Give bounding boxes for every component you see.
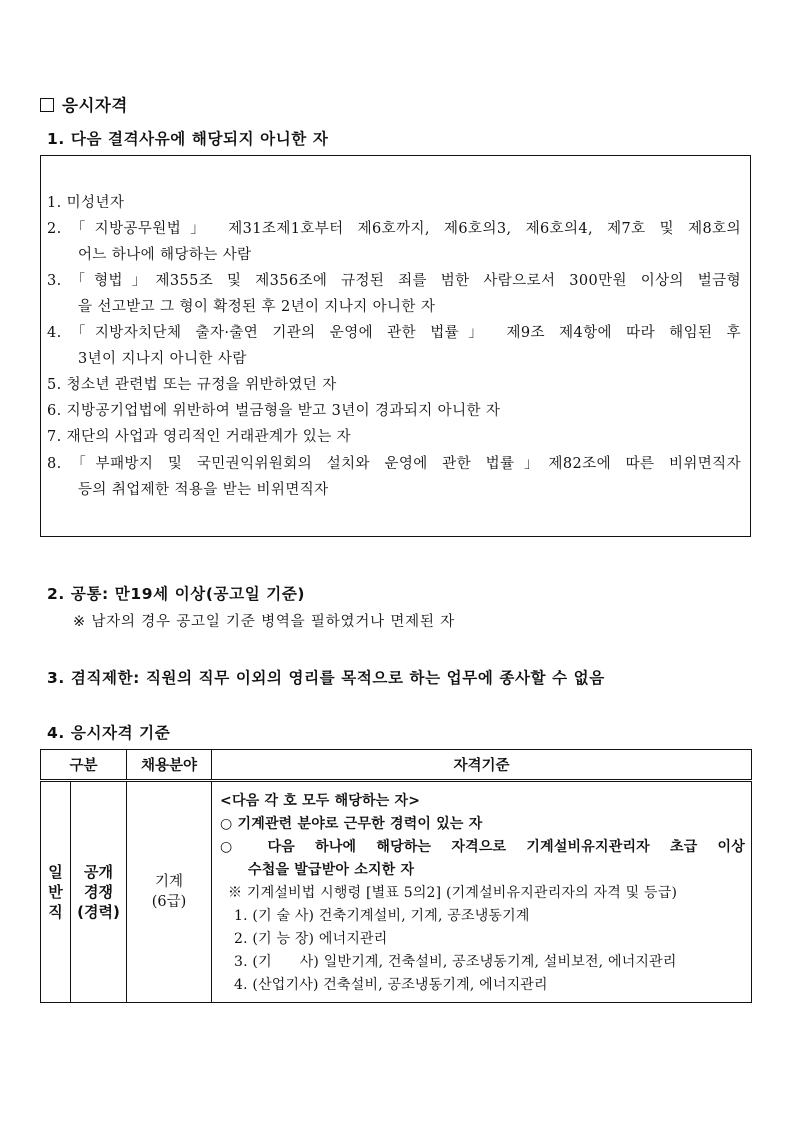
section-2-note: ※ 남자의 경우 공고일 기준 병역을 필하였거나 면제된 자: [73, 614, 455, 630]
header-field: 채용분야: [127, 750, 212, 781]
list-item: 8.「부패방지 및 국민권익위원회의 설치와 운영에 관한 법률」제82조에 따른 비위면직자: [47, 456, 741, 472]
page-title-text: 응시자격: [62, 96, 128, 115]
list-item-continuation: 어느 하나에 해당하는 사람: [78, 247, 252, 263]
category-cell: 일 반 직: [41, 781, 71, 1003]
list-item: 4.「지방자치단체 출자·출연 기관의 운영에 관한 법률」 제9조 제4항에 따라 해임된 후: [47, 325, 741, 341]
section-1-heading: 1. 다음 결격사유에 해당되지 아니한 자: [47, 130, 329, 148]
list-item: 3.「형법」제355조 및 제356조에 규정된 죄를 범한 사람으로서 300만원 이상의 벌금형: [47, 273, 741, 289]
criteria-item: ○ 다음 하나에 해당하는 자격으로 기계설비유지관리자 초급 이상: [220, 839, 745, 855]
disqualification-box: [40, 155, 751, 537]
header-criteria: 자격기준: [212, 750, 752, 781]
qualification-table: [40, 749, 752, 1003]
section-4-heading: 4. 응시자격 기준: [47, 724, 171, 742]
criteria-intro: <다음 각 호 모두 해당하는 자>: [220, 793, 421, 809]
criteria-cell: [212, 781, 752, 1003]
list-item: 1. 미성년자: [47, 195, 125, 211]
list-item-continuation: 3년이 지나지 아니한 사람: [78, 351, 247, 367]
criteria-reference: ※ 기계설비법 시행령 [별표 5의2] (기계설비유지관리자의 자격 및 등급): [228, 885, 678, 901]
criteria-item: ○ 기계관련 분야로 근무한 경력이 있는 자: [220, 816, 483, 832]
license-item: 4. (산업기사) 건축설비, 공조냉동기계, 에너지관리: [234, 977, 548, 993]
section-3-heading: 3. 겸직제한: 직원의 직무 이외의 영리를 목적으로 하는 업무에 종사할 수 없음: [47, 669, 605, 687]
list-item-continuation: 을 선고받고 그 형이 확정된 후 2년이 지나지 아니한 자: [78, 299, 436, 315]
license-item: 3. (기 사) 일반기계, 건축설비, 공조냉동기계, 설비보전, 에너지관리: [234, 954, 677, 970]
subcategory-cell: 공개 경쟁 (경력): [71, 781, 127, 1003]
page-title: [40, 92, 128, 116]
license-item: 1. (기 술 사) 건축기계설비, 기계, 공조냉동기계: [234, 908, 530, 924]
table-row: [41, 781, 752, 1003]
list-item-continuation: 등의 취업제한 적용을 받는 비위면직자: [78, 482, 329, 498]
list-item: 2.「지방공무원법」 제31조제1호부터 제6호까지, 제6호의3, 제6호의4, 제7호 및 제8호의: [47, 221, 741, 237]
section-2-heading: 2. 공통: 만19세 이상(공고일 기준): [47, 585, 306, 603]
criteria-item-continuation: 수첩을 발급받아 소지한 자: [248, 862, 415, 878]
field-cell: 기계 (6급): [127, 781, 212, 1003]
list-item: 7. 재단의 사업과 영리적인 거래관계가 있는 자: [47, 429, 352, 445]
list-item: 6. 지방공기업법에 위반하여 벌금형을 받고 3년이 경과되지 아니한 자: [47, 403, 501, 419]
table-header-row: [41, 750, 752, 781]
license-item: 2. (기 능 장) 에너지관리: [234, 931, 388, 947]
list-item: 5. 청소년 관련법 또는 규정을 위반하였던 자: [47, 377, 337, 393]
header-category: 구분: [41, 750, 127, 781]
checkbox-square-icon: [40, 98, 54, 112]
